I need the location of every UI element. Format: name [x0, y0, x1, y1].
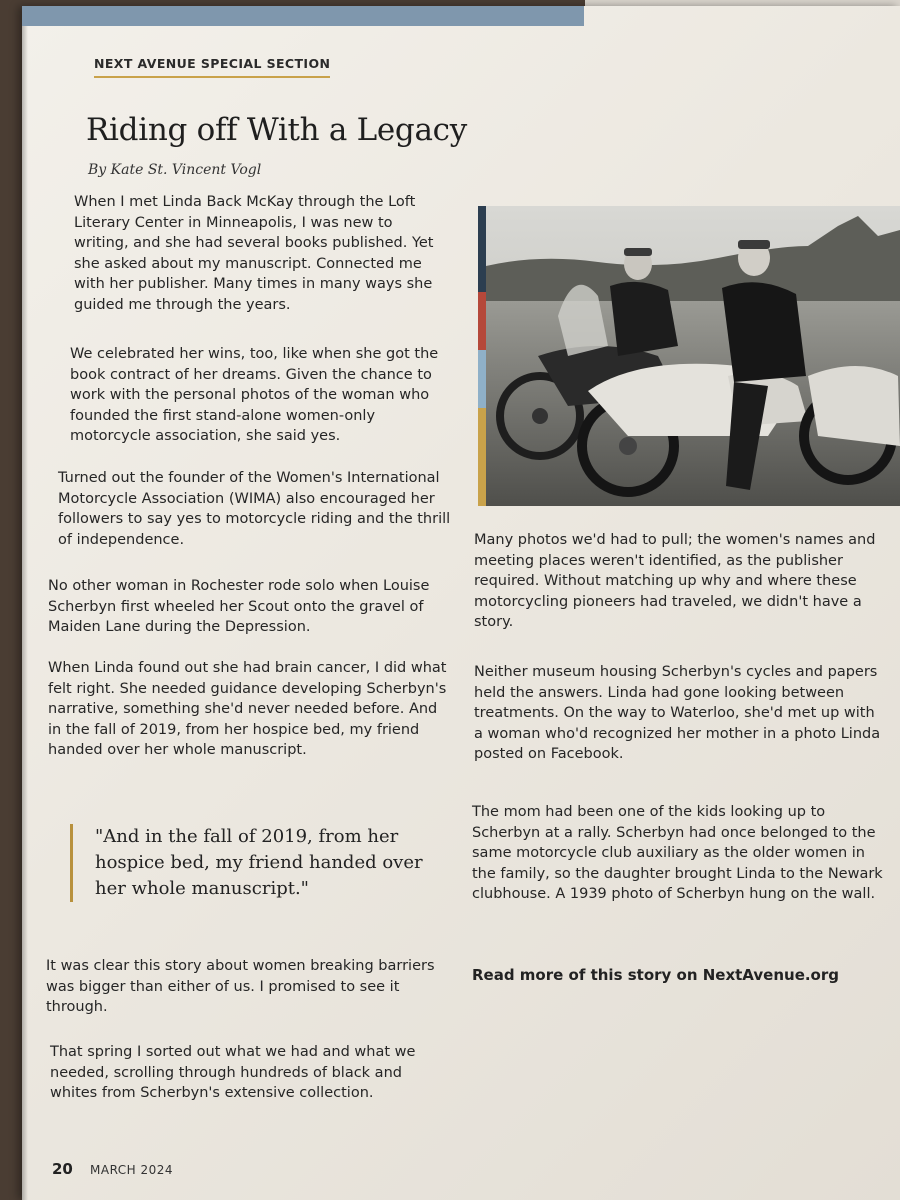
paragraph-4: No other woman in Rochester rode solo when Louise Scherbyn first wheeled her Scout onto the gravel of Maiden Lane during the Depression.	[48, 578, 430, 635]
pull-quote: "And in the fall of 2019, from her hospice bed, my friend handed over her whole manuscript."	[70, 824, 435, 902]
photo-image	[478, 206, 900, 506]
page-number: 20	[52, 1160, 73, 1178]
paragraph-10: The mom had been one of the kids looking up to Scherbyn at a rally. Scherbyn had once belonged to the same motorcycle club auxiliary as the older women in the family, so the daughter brought Linda to the Newark clubhouse. A 1939 photo of Scherbyn hung on the wall.	[472, 804, 883, 902]
paragraph-8: Many photos we'd had to pull; the women's names and meeting places weren't identified, as the publisher required. Without matching up why and where these motorcycling pioneers had traveled, we didn't have a story.	[474, 532, 876, 630]
paragraph-2: We celebrated her wins, too, like when she got the book contract of her dreams. Given the chance to work with the personal photos of the woman who founded the first stand-alone women-only motorcycle association, she said yes.	[70, 346, 439, 444]
magazine-page	[22, 6, 900, 1200]
paragraph-6: It was clear this story about women breaking barriers was bigger than either of us. I promised to see it through.	[46, 958, 435, 1015]
paragraph-3: Turned out the founder of the Women's International Motorcycle Association (WIMA) also encouraged her followers to say yes to motorcycle riding and the thrill of independence.	[58, 470, 451, 548]
paragraph-5: When Linda found out she had brain cancer, I did what felt right. She needed guidance developing Scherbyn's narrative, something she'd never needed before. And in the fall of 2019, from her hospice bed, my friend handed over her whole manuscript.	[48, 660, 447, 758]
section-label: NEXT AVENUE SPECIAL SECTION	[94, 56, 330, 78]
paragraph-7: That spring I sorted out what we had and what we needed, scrolling through hundreds of black and whites from Scherbyn's extensive collection.	[50, 1044, 416, 1101]
paragraph-9: Neither museum housing Scherbyn's cycles and papers held the answers. Linda had gone looking between treatments. On the way to Waterloo, she'd met up with a woman who'd recognized her mother in a photo Linda posted on Facebook.	[474, 664, 881, 762]
read-more-link[interactable]: Read more of this story on NextAvenue.org	[472, 966, 840, 984]
vintage-motorcycle-photo	[478, 206, 900, 506]
page-edge-shadow	[22, 6, 28, 1200]
header-color-bar	[22, 6, 584, 26]
paragraph-1: When I met Linda Back McKay through the Loft Literary Center in Minneapolis, I was new to writing, and she had several books published. Yet she asked about my manuscript. Connected me with her publisher. Many times in many ways she guided me through the years.	[74, 194, 434, 313]
issue-date: MARCH 2024	[90, 1163, 174, 1177]
article-title: Riding off With a Legacy	[86, 112, 467, 148]
byline: By Kate St. Vincent Vogl	[88, 162, 262, 178]
